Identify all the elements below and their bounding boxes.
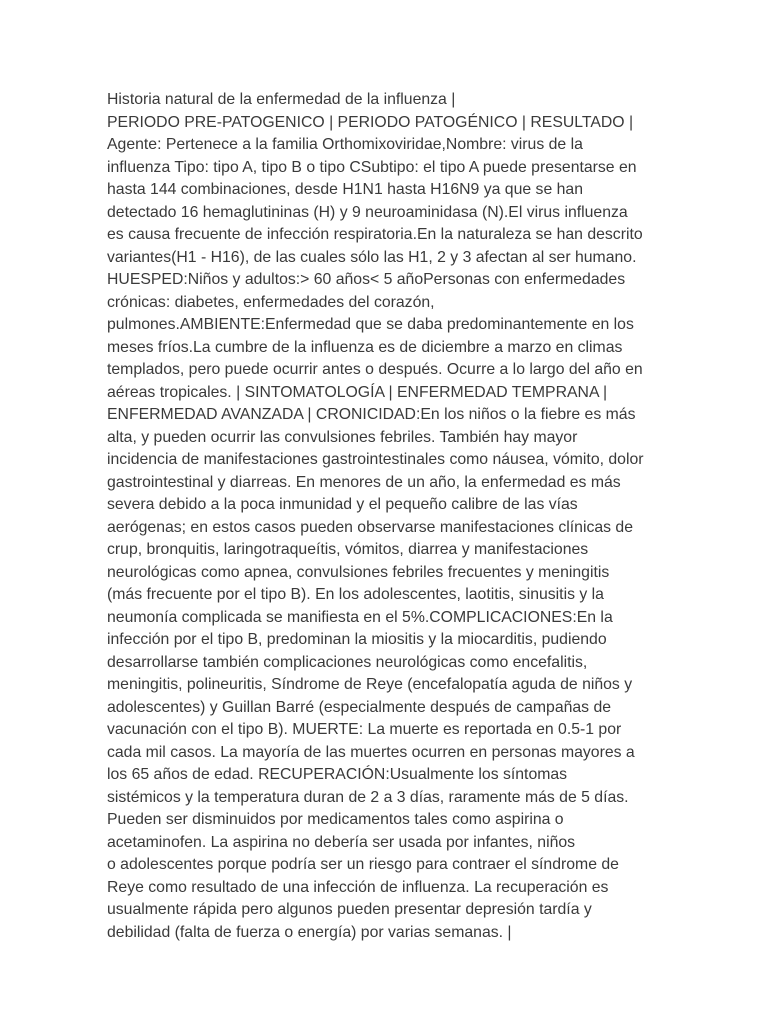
text-line: Pueden ser disminuidos por medicamentos tales como aspirina o — [107, 811, 564, 828]
text-line: PERIODO PRE-PATOGENICO | PERIODO PATOGÉNICO | RESULTADO | — [107, 113, 634, 131]
text-line: neurológicas como apnea, convulsiones febriles frecuentes y meningitis — [107, 563, 610, 581]
text-line: cada mil casos. La mayoría de las muertes ocurren en personas mayores a — [107, 743, 635, 761]
text-line: severa debido a la poca inmunidad y el pequeño calibre de las vías — [107, 496, 578, 513]
text-line: Reye como resultado de una infección de influenza. La recuperación es — [107, 878, 609, 896]
text-line: crónicas: diabetes, enfermedades del corazón, — [107, 293, 435, 311]
text-line: acetaminofen. La aspirina no debería ser usada por infantes, niños — [107, 833, 576, 851]
text-line: detectado 16 hemaglutininas (H) y 9 neuroaminidasa (N).El virus influenza — [107, 203, 628, 221]
text-line: ENFERMEDAD AVANZADA | CRONICIDAD:En los niños o la fiebre es más — [107, 406, 636, 423]
text-line: influenza Tipo: tipo A, tipo B o tipo CSubtipo: el tipo A puede presentarse en — [107, 158, 637, 176]
text-line: vacunación con el tipo B). MUERTE: La muerte es reportada en 0.5-1 por — [107, 721, 622, 738]
text-line: debilidad (falta de fuerza o energía) por varias semanas. | — [107, 923, 512, 941]
text-line: o adolescentes porque podría ser un riesgo para contraer el síndrome de — [107, 856, 619, 873]
text-line: Historia natural de la enfermedad de la influenza | — [107, 91, 456, 108]
text-line: adolescentes) y Guillan Barré (especialmente después de campañas de — [107, 698, 612, 716]
text-line: alta, y pueden ocurrir las convulsiones febriles. También hay mayor — [107, 428, 578, 446]
text-line: los 65 años de edad. RECUPERACIÓN:Usualmente los síntomas — [107, 766, 568, 783]
text-line: crup, bronquitis, laringotraqueítis, vómitos, diarrea y manifestaciones — [107, 541, 589, 558]
text-line: meses fríos.La cumbre de la influenza es de diciembre a marzo en climas — [107, 338, 623, 356]
text-line: es causa frecuente de infección respiratoria.En la naturaleza se han descrito — [107, 226, 643, 243]
text-line: meningitis, polineuritis, Síndrome de Reye (encefalopatía aguda de niños y — [107, 676, 633, 693]
text-line: templados, pero puede ocurrir antes o después. Ocurre a lo largo del año en — [107, 361, 643, 378]
text-line: Agente: Pertenece a la familia Orthomixoviridae,Nombre: virus de la — [107, 136, 583, 153]
document-body — [107, 89, 667, 944]
text-line: HUESPED:Niños y adultos:> 60 años< 5 añoPersonas con enfermedades — [107, 271, 626, 288]
text-line: pulmones.AMBIENTE:Enfermedad que se daba predominantemente en los — [107, 316, 634, 333]
text-line: neumonía complicada se manifiesta en el 5%.COMPLICACIONES:En la — [107, 608, 613, 626]
text-line: hasta 144 combinaciones, desde H1N1 hasta H16N9 ya que se han — [107, 181, 583, 198]
text-line: infección por el tipo B, predominan la miositis y la miocarditis, pudiendo — [107, 631, 607, 648]
text-line: aéreas tropicales. | SINTOMATOLOGÍA | ENFERMEDAD TEMPRANA | — [107, 383, 608, 401]
text-line: aerógenas; en estos casos pueden observarse manifestaciones clínicas de — [107, 518, 634, 536]
text-line: (más frecuente por el tipo B). En los adolescentes, laotitis, sinusitis y la — [107, 586, 604, 603]
text-line: usualmente rápida pero algunos pueden presentar depresión tardía y — [107, 901, 592, 918]
text-line: desarrollarse también complicaciones neurológicas como encefalitis, — [107, 653, 588, 671]
text-line: variantes(H1 - H16), de las cuales sólo las H1, 2 y 3 afectan al ser humano. — [107, 248, 637, 266]
text-line: incidencia de manifestaciones gastrointestinales como náusea, vómito, dolor — [107, 451, 644, 468]
text-line: sistémicos y la temperatura duran de 2 a 3 días, raramente más de 5 días. — [107, 788, 629, 806]
text-line: gastrointestinal y diarreas. En menores de un año, la enfermedad es más — [107, 473, 621, 491]
